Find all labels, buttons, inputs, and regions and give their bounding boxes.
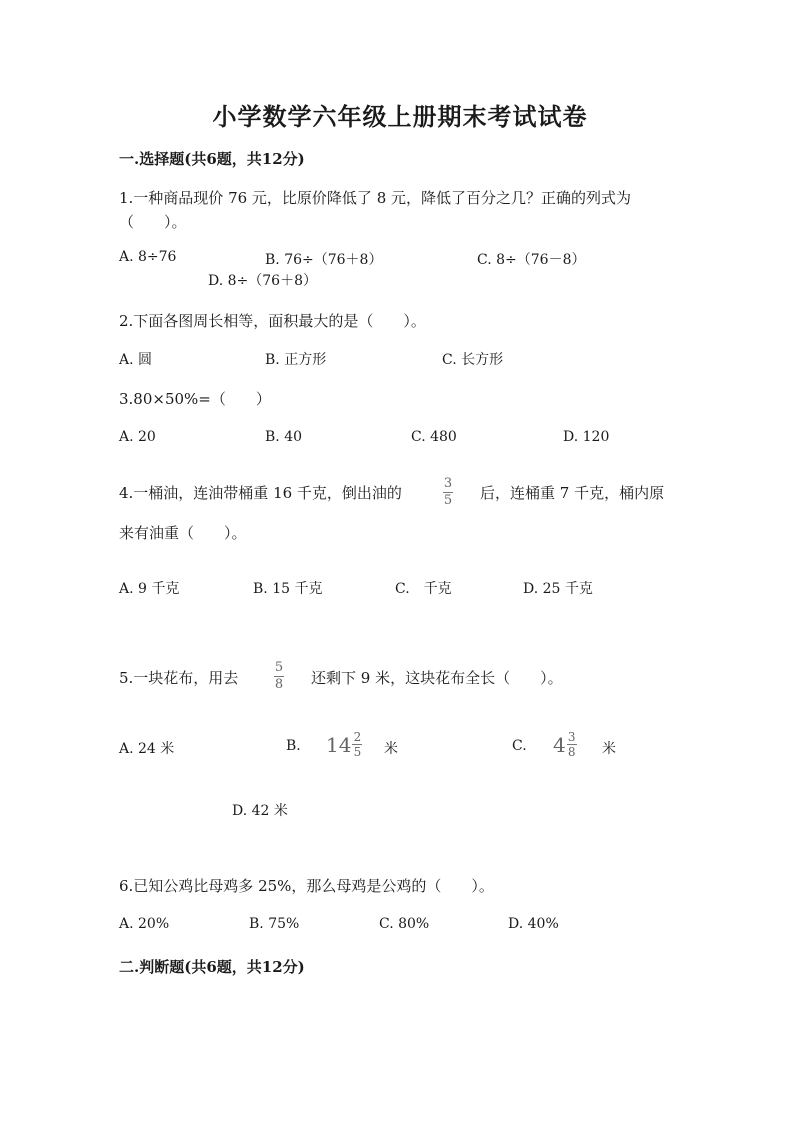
question-6-option-c[interactable]: C. 80% bbox=[379, 916, 430, 932]
question-4-text-line2: 来有油重（ ）。 bbox=[119, 524, 247, 542]
mixed-number-denominator: 8 bbox=[567, 745, 576, 759]
question-5-option-d[interactable]: D. 42 米 bbox=[232, 803, 288, 819]
question-5-option-c-value bbox=[553, 731, 577, 758]
question-4-text-part1: 4.一桶油，连油带桶重 16 千克，倒出油的 bbox=[119, 484, 402, 502]
question-4-fraction bbox=[443, 477, 453, 508]
question-3-option-b[interactable]: B. 40 bbox=[265, 429, 303, 445]
question-3-option-c[interactable]: C. 480 bbox=[411, 429, 457, 445]
question-2-option-a[interactable]: A. 圆 bbox=[119, 352, 153, 368]
mixed-number-numerator: 2 bbox=[353, 730, 362, 744]
question-5-fraction bbox=[274, 661, 284, 692]
mixed-number-numerator: 3 bbox=[567, 730, 576, 744]
question-5-option-b-value bbox=[326, 731, 362, 758]
question-3-option-d[interactable]: D. 120 bbox=[563, 429, 610, 445]
question-2-option-b[interactable]: B. 正方形 bbox=[265, 352, 327, 368]
question-1-option-c[interactable]: C. 8÷（76－8） bbox=[477, 252, 586, 268]
question-5-text-part2: 还剩下 9 米，这块花布全长（ ）。 bbox=[311, 669, 563, 687]
question-4-option-a[interactable]: A. 9 千克 bbox=[119, 581, 180, 597]
question-6-option-d[interactable]: D. 40% bbox=[508, 916, 559, 932]
question-5-fraction-denominator: 8 bbox=[274, 677, 284, 692]
question-4-option-c[interactable]: C. 千克 bbox=[395, 581, 452, 597]
page-title: 小学数学六年级上册期末考试试卷 bbox=[212, 102, 588, 131]
question-1-option-d[interactable]: D. 8÷（76＋8） bbox=[208, 273, 317, 289]
question-4-text-part2: 后，连桶重 7 千克，桶内原 bbox=[480, 484, 665, 502]
question-1-blank-line: （ ）。 bbox=[119, 213, 187, 231]
question-4-fraction-numerator: 3 bbox=[443, 476, 453, 491]
question-5-option-a[interactable]: A. 24 米 bbox=[119, 741, 175, 757]
question-5-fraction-numerator: 5 bbox=[274, 660, 284, 675]
question-4-option-b[interactable]: B. 15 千克 bbox=[253, 581, 323, 597]
question-6-option-a[interactable]: A. 20% bbox=[119, 916, 170, 932]
question-4-option-d[interactable]: D. 25 千克 bbox=[523, 581, 593, 597]
section-heading-judgement: 二.判断题(共6题，共12分) bbox=[119, 958, 305, 976]
question-5-text-part1: 5.一块花布，用去 bbox=[119, 669, 239, 687]
question-6-option-b[interactable]: B. 75% bbox=[249, 916, 300, 932]
question-5-option-b-label[interactable]: B. bbox=[286, 738, 301, 754]
mixed-number-denominator: 5 bbox=[353, 745, 362, 759]
question-5-option-c-unit: 米 bbox=[602, 741, 616, 757]
question-1-option-b[interactable]: B. 76÷（76＋8） bbox=[265, 252, 383, 268]
question-3-text: 3.80×50%=（ ） bbox=[119, 390, 271, 408]
question-1-text: 1.一种商品现价 76 元，比原价降低了 8 元，降低了百分之几？正确的列式为 bbox=[119, 189, 632, 207]
section-heading-choice: 一.选择题(共6题，共12分) bbox=[119, 150, 305, 168]
question-3-option-a[interactable]: A. 20 bbox=[119, 429, 156, 445]
question-5-option-b-unit: 米 bbox=[384, 741, 398, 757]
question-4-fraction-denominator: 5 bbox=[443, 493, 453, 508]
question-6-text: 6.已知公鸡比母鸡多 25%，那么母鸡是公鸡的（ ）。 bbox=[119, 877, 494, 895]
question-1-option-a[interactable]: A. 8÷76 bbox=[119, 249, 177, 265]
mixed-number-whole: 4 bbox=[553, 732, 566, 757]
question-2-text: 2.下面各图周长相等，面积最大的是（ ）。 bbox=[119, 312, 426, 330]
question-5-option-c-label[interactable]: C. bbox=[512, 738, 527, 754]
mixed-number-whole: 14 bbox=[326, 732, 352, 757]
question-2-option-c[interactable]: C. 长方形 bbox=[442, 352, 504, 368]
